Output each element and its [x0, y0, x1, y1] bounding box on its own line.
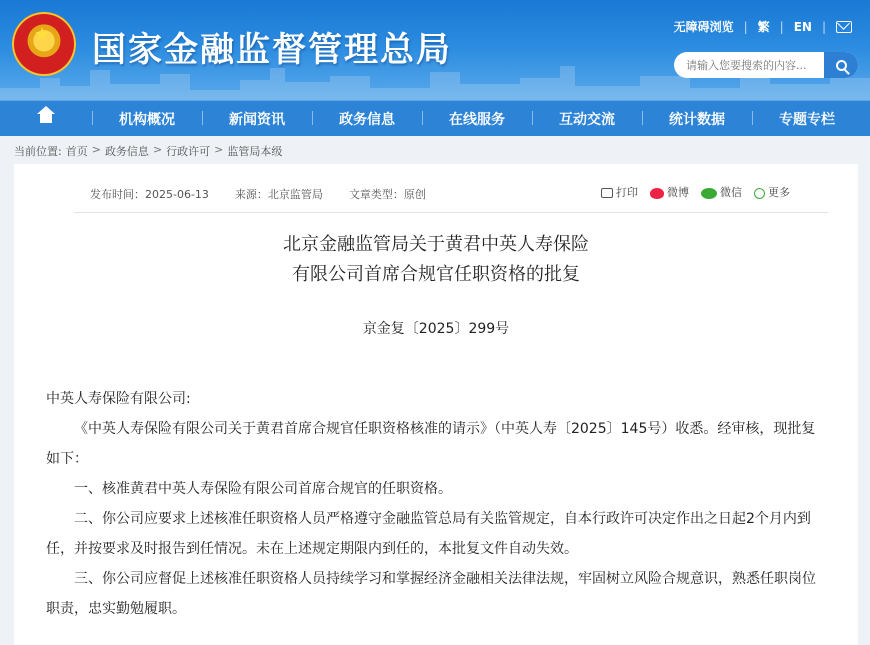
link-separator: | [779, 19, 784, 34]
body-paragraph: 三、你公司应督促上述核准任职资格人员持续学习和掌握经济金融相关法律法规，牢固树立风险合规意识，熟悉任职岗位职责，忠实勤勉履职。 [46, 571, 816, 617]
national-emblem-logo[interactable]: ★ [12, 12, 76, 76]
title-line-2: 有限公司首席合规官任职资格的批复 [292, 264, 580, 285]
nav-item-online-service[interactable]: 在线服务 [422, 109, 532, 129]
body-paragraph: 《中英人寿保险有限公司关于黄君首席合规官任职资格核准的请示》（中英人寿〔2025〕145号）收悉。经审核，现批复如下： [46, 421, 816, 467]
salutation: 中英人寿保险有限公司: [46, 391, 191, 407]
main-nav [0, 100, 870, 136]
article-meta [90, 186, 426, 202]
home-icon [38, 112, 54, 126]
body-paragraph: 一、核准黄君中英人寿保险有限公司首席合规官的任职资格。 [74, 481, 452, 497]
article-source: 来源：北京监管局 [234, 188, 323, 201]
more-share-button[interactable]: 更多 [754, 184, 790, 200]
article-title [14, 230, 858, 290]
nav-item-about[interactable]: 机构概况 [92, 109, 202, 129]
print-icon [601, 188, 613, 198]
breadcrumb-separator: > [214, 143, 224, 156]
plus-icon [754, 188, 765, 199]
breadcrumb-admin-license[interactable]: 行政许可 [166, 145, 211, 158]
wechat-share-button[interactable]: 微信 [701, 184, 742, 200]
share-bar [601, 184, 790, 200]
body-paragraph: 二、你公司应要求上述核准任职资格人员严格遵守金融监管总局有关监管规定，自本行政许可决定作出之日起2个月内到任，并按要求及时报告到任情况。未在上述规定期限内到任的，本批复文件自动失效。 [46, 511, 811, 557]
mail-icon[interactable] [836, 21, 852, 33]
breadcrumb-government-info[interactable]: 政务信息 [104, 145, 149, 158]
meta-divider [74, 212, 828, 213]
document-number: 京金复〔2025〕299号 [362, 321, 510, 337]
traditional-chinese-link[interactable]: 繁 [757, 20, 770, 34]
breadcrumb-separator: > [152, 143, 163, 156]
breadcrumb-label: 当前位置: [14, 145, 62, 158]
weibo-share-button[interactable]: 微博 [650, 184, 689, 200]
publish-time: 发布时间：2025-06-13 [90, 188, 209, 201]
nav-item-government-info[interactable]: 政务信息 [312, 109, 422, 129]
nav-item-news[interactable]: 新闻资讯 [202, 109, 312, 129]
link-separator: | [821, 19, 826, 34]
breadcrumb-separator: > [91, 143, 101, 156]
article-type: 文章类型：原创 [348, 188, 426, 201]
accessibility-link[interactable]: 无障碍浏览 [673, 20, 734, 34]
search-box [674, 52, 858, 78]
wechat-icon [701, 188, 717, 199]
nav-item-interaction[interactable]: 互动交流 [532, 109, 642, 129]
weibo-icon [650, 188, 664, 199]
english-link[interactable]: EN [793, 19, 812, 34]
site-title[interactable]: 国家金融监督管理总局 [92, 30, 452, 70]
breadcrumb-bureau-level[interactable]: 监管局本级 [227, 145, 283, 158]
article-body [46, 384, 826, 624]
nav-item-statistics[interactable]: 统计数据 [642, 109, 752, 129]
article-panel [14, 164, 858, 645]
search-icon [836, 60, 847, 71]
site-header [0, 0, 870, 100]
search-button[interactable] [824, 52, 858, 78]
print-button[interactable]: 打印 [601, 184, 638, 200]
title-line-1: 北京金融监管局关于黄君中英人寿保险 [283, 234, 589, 255]
breadcrumb-home[interactable]: 首页 [65, 145, 88, 158]
top-links [674, 18, 852, 35]
nav-item-special-topics[interactable]: 专题专栏 [752, 109, 862, 129]
nav-home[interactable] [0, 101, 92, 137]
link-separator: | [743, 19, 748, 34]
breadcrumb [14, 143, 282, 159]
search-input[interactable] [674, 52, 824, 78]
